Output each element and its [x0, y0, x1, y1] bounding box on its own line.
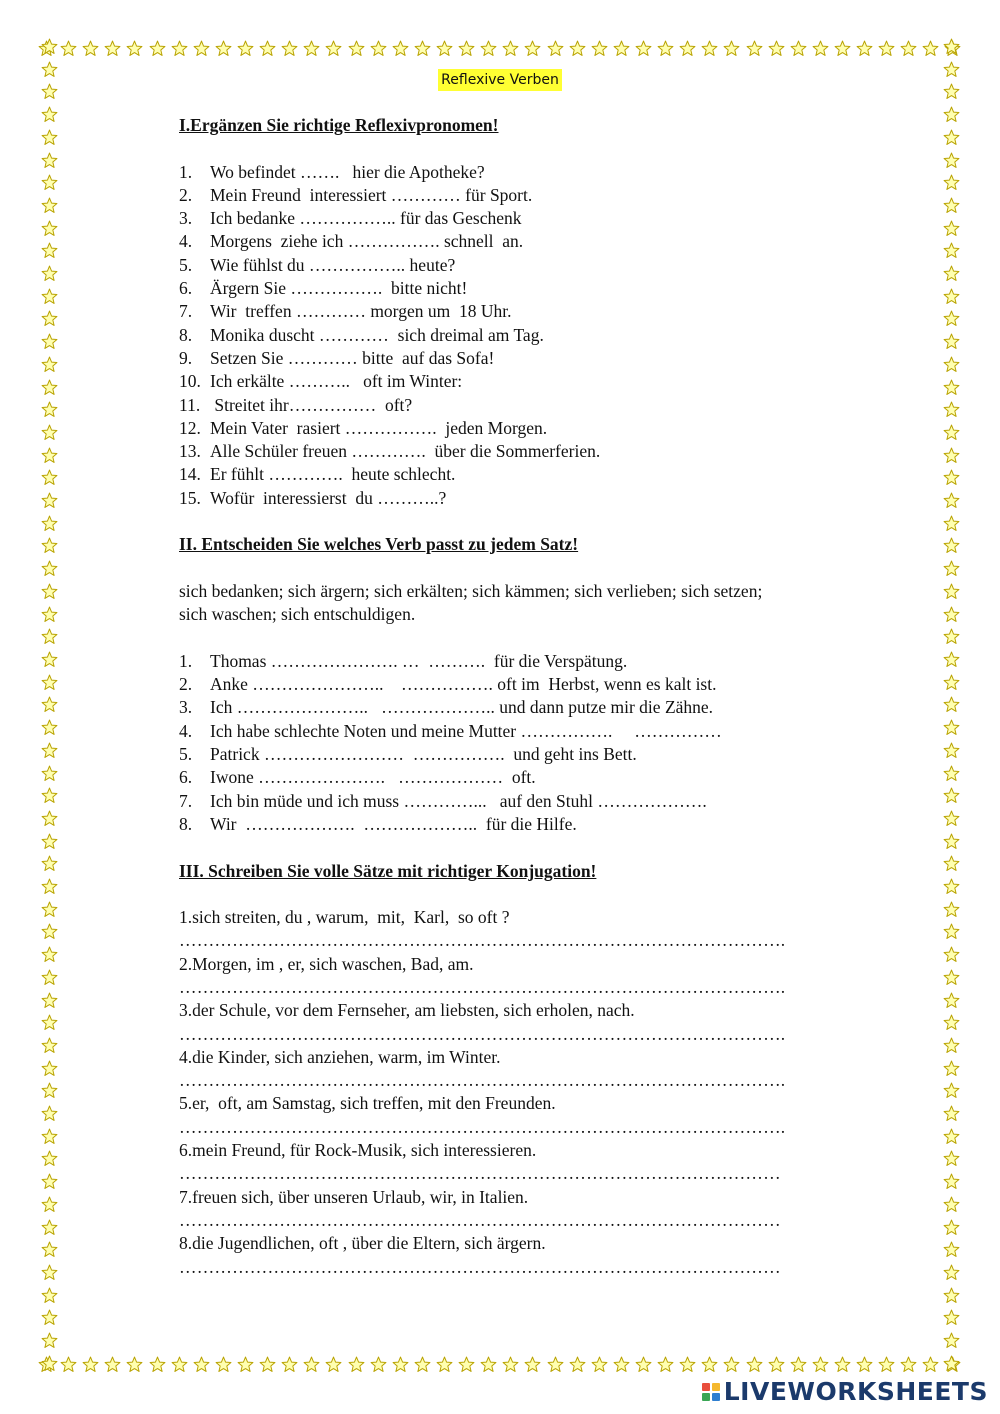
logo-text: LIVEWORKSHEETS	[723, 1377, 988, 1406]
exercise-prompt: 7.freuen sich, über unseren Urlaub, wir, in Italien.	[179, 1186, 529, 1207]
star-icon	[943, 469, 960, 486]
star-icon	[41, 855, 58, 872]
star-icon	[591, 40, 608, 57]
item-number: 2.	[179, 674, 193, 695]
section-3-list	[179, 906, 879, 1279]
star-icon	[943, 197, 960, 214]
item-number: 1.	[179, 650, 193, 671]
item-text: Ich habe schlechte Noten und meine Mutter ……………. ……………	[210, 720, 722, 741]
star-icon	[60, 40, 77, 57]
star-icon	[436, 40, 453, 57]
item-number: 6.	[179, 278, 193, 299]
item-text: Er fühlt …………. heute schlecht.	[210, 464, 456, 485]
star-icon	[41, 765, 58, 782]
star-icon	[943, 1128, 960, 1145]
item-number: 4.	[179, 720, 193, 741]
star-icon	[856, 1356, 873, 1373]
star-icon	[635, 1356, 652, 1373]
item-text: Ich bin müde und ich muss …………... auf den Stuhl ……………….	[210, 790, 707, 811]
item-number: 15.	[179, 487, 201, 508]
star-icon	[281, 1356, 298, 1373]
worksheet-content	[179, 114, 879, 1279]
star-icon	[149, 40, 166, 57]
item-number: 13.	[179, 441, 201, 462]
star-icon	[41, 1241, 58, 1258]
star-icon	[943, 537, 960, 554]
star-icon	[458, 40, 475, 57]
list-item	[179, 696, 879, 719]
star-icon	[348, 40, 365, 57]
star-icon	[458, 1356, 475, 1373]
item-text: Wir ………………. ……………….. für die Hilfe.	[210, 813, 577, 834]
star-icon	[41, 515, 58, 532]
list-item	[179, 650, 879, 673]
list-item	[179, 324, 879, 347]
star-icon	[569, 1356, 586, 1373]
star-icon	[943, 152, 960, 169]
item-number: 4.	[179, 231, 193, 252]
star-icon	[41, 1037, 58, 1054]
star-icon	[943, 719, 960, 736]
star-icon	[679, 1356, 696, 1373]
star-icon	[41, 310, 58, 327]
star-icon	[41, 1332, 58, 1349]
star-icon	[943, 1219, 960, 1236]
exercise-prompt: 6.mein Freund, für Rock-Musik, sich interessieren.	[179, 1140, 537, 1161]
star-icon	[900, 1356, 917, 1373]
star-icon	[834, 40, 851, 57]
list-item	[179, 790, 879, 813]
star-icon	[41, 674, 58, 691]
item-text: Morgens ziehe ich ……………. schnell an.	[210, 231, 524, 252]
star-icon	[943, 492, 960, 509]
star-icon	[657, 40, 674, 57]
star-icon	[613, 1356, 630, 1373]
star-icon	[41, 583, 58, 600]
star-icon	[281, 40, 298, 57]
star-icon	[41, 356, 58, 373]
item-text: Wo befindet ……. hier die Apotheke?	[210, 161, 485, 182]
star-icon	[126, 1356, 143, 1373]
star-icon	[812, 40, 829, 57]
item-number: 3.	[179, 697, 193, 718]
item-number: 7.	[179, 790, 193, 811]
star-icon	[723, 40, 740, 57]
star-icon	[524, 40, 541, 57]
verb-list-line-2: sich waschen; sich entschuldigen.	[179, 604, 416, 625]
star-icon	[104, 1356, 121, 1373]
list-item	[179, 487, 879, 510]
star-icon	[41, 651, 58, 668]
star-icon	[943, 1173, 960, 1190]
star-icon	[41, 401, 58, 418]
star-icon	[193, 1356, 210, 1373]
star-icon	[303, 1356, 320, 1373]
star-icon	[943, 1060, 960, 1077]
item-text: Streitet ihr…………… oft?	[210, 394, 413, 415]
item-text: Patrick …………………… ……………. und geht ins Bett.	[210, 744, 637, 765]
list-item	[179, 743, 879, 766]
star-icon	[943, 379, 960, 396]
star-icon	[943, 174, 960, 191]
star-icon	[41, 537, 58, 554]
star-icon	[900, 40, 917, 57]
star-icon	[41, 946, 58, 963]
item-text: Monika duscht ………… sich dreimal am Tag.	[210, 324, 544, 345]
star-icon	[878, 40, 895, 57]
star-icon	[502, 40, 519, 57]
star-icon	[613, 40, 630, 57]
star-icon	[701, 1356, 718, 1373]
section-1-list	[179, 161, 879, 510]
star-icon	[41, 1309, 58, 1326]
star-icon	[41, 1196, 58, 1213]
star-icon	[790, 40, 807, 57]
star-icon	[547, 1356, 564, 1373]
star-icon	[41, 1105, 58, 1122]
star-icon	[149, 1356, 166, 1373]
star-icon	[943, 946, 960, 963]
star-icon	[943, 560, 960, 577]
item-text: Setzen Sie ………… bitte auf das Sofa!	[210, 347, 495, 368]
star-icon	[259, 1356, 276, 1373]
star-icon	[502, 1356, 519, 1373]
star-icon	[480, 1356, 497, 1373]
star-icon	[943, 38, 960, 55]
exercise-prompt: 1.sich streiten, du , warum, mit, Karl, so oft ?	[179, 907, 510, 928]
star-icon	[922, 1356, 939, 1373]
star-icon	[171, 1356, 188, 1373]
item-text: Iwone …………………. ……………… oft.	[210, 767, 536, 788]
star-icon	[237, 1356, 254, 1373]
star-icon	[943, 129, 960, 146]
item-text: Ich ………………….. ……………….. und dann putze mir die Zähne.	[210, 697, 714, 718]
star-icon	[41, 469, 58, 486]
verb-list-line-1: sich bedanken; sich ärgern; sich erkälten; sich kämmen; sich verlieben; sich setzen;	[179, 580, 763, 601]
star-icon	[524, 1356, 541, 1373]
star-icon	[943, 288, 960, 305]
star-icon	[480, 40, 497, 57]
top-star-border	[38, 37, 962, 59]
star-icon	[41, 878, 58, 895]
star-icon	[303, 40, 320, 57]
item-text: Ich erkälte ……….. oft im Winter:	[210, 371, 463, 392]
star-icon	[943, 969, 960, 986]
section-2-heading: II. Entscheiden Sie welches Verb passt zu jedem Satz!	[179, 534, 579, 555]
answer-line[interactable]: ………………………………………………………………………………………….	[179, 1023, 786, 1044]
star-icon	[41, 220, 58, 237]
star-icon	[943, 742, 960, 759]
star-icon	[746, 1356, 763, 1373]
star-icon	[943, 310, 960, 327]
star-icon	[41, 1287, 58, 1304]
star-icon	[943, 855, 960, 872]
star-icon	[171, 40, 188, 57]
star-icon	[943, 628, 960, 645]
star-icon	[746, 40, 763, 57]
star-icon	[943, 765, 960, 782]
item-number: 5.	[179, 744, 193, 765]
star-icon	[41, 1014, 58, 1031]
star-icon	[943, 265, 960, 282]
list-item	[179, 277, 879, 300]
star-icon	[41, 379, 58, 396]
star-icon	[41, 38, 58, 55]
star-icon	[60, 1356, 77, 1373]
list-item	[179, 417, 879, 440]
star-icon	[723, 1356, 740, 1373]
list-item	[179, 254, 879, 277]
item-number: 8.	[179, 813, 193, 834]
star-icon	[679, 40, 696, 57]
item-text: Ich bedanke …………….. für das Geschenk	[210, 208, 522, 229]
star-icon	[943, 992, 960, 1009]
star-icon	[215, 40, 232, 57]
star-icon	[259, 40, 276, 57]
star-icon	[41, 447, 58, 464]
star-icon	[943, 220, 960, 237]
star-icon	[943, 1309, 960, 1326]
star-icon	[41, 833, 58, 850]
star-icon	[41, 242, 58, 259]
star-icon	[41, 492, 58, 509]
list-item	[179, 813, 879, 836]
star-icon	[41, 106, 58, 123]
star-icon	[834, 1356, 851, 1373]
answer-line[interactable]: ………………………………………………………………………………………….	[179, 1116, 786, 1137]
star-icon	[41, 606, 58, 623]
star-icon	[591, 1356, 608, 1373]
star-icon	[82, 1356, 99, 1373]
item-text: Wofür interessierst du ………..?	[210, 487, 447, 508]
item-text: Mein Vater rasiert ……………. jeden Morgen.	[210, 417, 548, 438]
exercise-prompt: 3.der Schule, vor dem Fernseher, am liebsten, sich erholen, nach.	[179, 1000, 635, 1021]
star-icon	[126, 40, 143, 57]
star-icon	[41, 265, 58, 282]
star-icon	[943, 878, 960, 895]
answer-line[interactable]: ………………………………………………………………………………………….	[179, 976, 786, 997]
star-icon	[82, 40, 99, 57]
item-number: 9.	[179, 347, 193, 368]
exercise-prompt: 5.er, oft, am Samstag, sich treffen, mit den Freunden.	[179, 1093, 556, 1114]
section-2-list	[179, 650, 879, 836]
item-number: 12.	[179, 417, 201, 438]
star-icon	[392, 1356, 409, 1373]
star-icon	[325, 1356, 342, 1373]
star-icon	[41, 628, 58, 645]
star-icon	[943, 1037, 960, 1054]
star-icon	[943, 356, 960, 373]
star-icon	[414, 40, 431, 57]
star-icon	[943, 787, 960, 804]
star-icon	[635, 40, 652, 57]
answer-line[interactable]: …………………………………………………………………………………………	[179, 1256, 781, 1277]
list-item	[179, 720, 879, 743]
star-icon	[41, 696, 58, 713]
item-number: 6.	[179, 767, 193, 788]
list-item	[179, 440, 879, 463]
star-icon	[943, 1105, 960, 1122]
item-text: Thomas …………………. … ………. für die Verspätung.	[210, 650, 628, 671]
section-1-heading: I.Ergänzen Sie richtige Reflexivpronomen!	[179, 115, 499, 135]
star-icon	[41, 923, 58, 940]
answer-line[interactable]: ………………………………………………………………………………………….	[179, 1070, 786, 1091]
star-icon	[943, 606, 960, 623]
list-item	[179, 300, 879, 323]
star-icon	[943, 401, 960, 418]
list-item	[179, 184, 879, 207]
title-container	[0, 69, 1000, 91]
star-icon	[943, 424, 960, 441]
star-icon	[701, 40, 718, 57]
star-icon	[768, 40, 785, 57]
star-icon	[943, 1264, 960, 1281]
star-icon	[943, 242, 960, 259]
star-icon	[943, 515, 960, 532]
exercise-prompt: 4.die Kinder, sich anziehen, warm, im Winter.	[179, 1046, 501, 1067]
list-item	[179, 347, 879, 370]
star-icon	[370, 40, 387, 57]
list-item	[179, 463, 879, 486]
star-icon	[41, 152, 58, 169]
star-icon	[370, 1356, 387, 1373]
star-icon	[41, 1082, 58, 1099]
star-icon	[943, 810, 960, 827]
item-text: Wie fühlst du …………….. heute?	[210, 254, 456, 275]
star-icon	[41, 197, 58, 214]
star-icon	[878, 1356, 895, 1373]
star-icon	[414, 1356, 431, 1373]
list-item	[179, 766, 879, 789]
star-icon	[943, 1332, 960, 1349]
star-icon	[943, 1196, 960, 1213]
star-icon	[41, 424, 58, 441]
star-icon	[943, 651, 960, 668]
star-icon	[41, 129, 58, 146]
star-icon	[41, 333, 58, 350]
liveworksheets-logo	[702, 1377, 988, 1406]
star-icon	[41, 719, 58, 736]
star-icon	[215, 1356, 232, 1373]
item-text: Mein Freund interessiert ………… für Sport.	[210, 184, 533, 205]
star-icon	[943, 1241, 960, 1258]
star-icon	[943, 1355, 960, 1372]
star-icon	[41, 1219, 58, 1236]
star-icon	[569, 40, 586, 57]
item-number: 10.	[179, 371, 201, 392]
list-item	[179, 394, 879, 417]
star-icon	[943, 1287, 960, 1304]
star-icon	[41, 810, 58, 827]
list-item	[179, 370, 879, 393]
exercise-prompt: 2.Morgen, im , er, sich waschen, Bad, am.	[179, 953, 474, 974]
item-number: 3.	[179, 208, 193, 229]
star-icon	[41, 288, 58, 305]
star-icon	[41, 1060, 58, 1077]
right-star-border	[940, 38, 962, 1372]
item-number: 2.	[179, 184, 193, 205]
star-icon	[856, 40, 873, 57]
list-item	[179, 673, 879, 696]
item-text: Alle Schüler freuen …………. über die Sommerferien.	[210, 441, 601, 462]
item-text: Ärgern Sie ……………. bitte nicht!	[210, 278, 468, 299]
bottom-star-border	[38, 1353, 962, 1375]
list-item	[179, 230, 879, 253]
star-icon	[943, 583, 960, 600]
star-icon	[41, 1173, 58, 1190]
star-icon	[657, 1356, 674, 1373]
star-icon	[943, 447, 960, 464]
star-icon	[104, 40, 121, 57]
star-icon	[812, 1356, 829, 1373]
star-icon	[348, 1356, 365, 1373]
star-icon	[943, 106, 960, 123]
star-icon	[41, 969, 58, 986]
item-text: Wir treffen ………… morgen um 18 Uhr.	[210, 301, 512, 322]
star-icon	[943, 674, 960, 691]
star-icon	[41, 1150, 58, 1167]
item-text: Anke ………………….. ……………. oft im Herbst, wenn es kalt ist.	[210, 674, 717, 695]
item-number: 7.	[179, 301, 193, 322]
logo-mark-icon	[702, 1383, 720, 1401]
list-item	[179, 161, 879, 184]
star-icon	[237, 40, 254, 57]
star-icon	[790, 1356, 807, 1373]
star-icon	[392, 40, 409, 57]
item-number: 8.	[179, 324, 193, 345]
list-item	[179, 207, 879, 230]
star-icon	[943, 901, 960, 918]
star-icon	[943, 696, 960, 713]
page-title: Reflexive Verben	[438, 69, 562, 91]
star-icon	[547, 40, 564, 57]
answer-line[interactable]: …………………………………………………………………………………………	[179, 1209, 781, 1230]
answer-line[interactable]: ………………………………………………………………………………………….	[179, 930, 786, 951]
star-icon	[41, 992, 58, 1009]
item-number: 11.	[179, 394, 201, 415]
star-icon	[41, 1128, 58, 1145]
item-number: 1.	[179, 161, 193, 182]
star-icon	[41, 901, 58, 918]
star-icon	[768, 1356, 785, 1373]
star-icon	[943, 333, 960, 350]
star-icon	[943, 833, 960, 850]
star-icon	[41, 1264, 58, 1281]
item-number: 5.	[179, 254, 193, 275]
item-number: 14.	[179, 464, 201, 485]
section-3-heading: III. Schreiben Sie volle Sätze mit richtiger Konjugation!	[179, 860, 597, 881]
star-icon	[436, 1356, 453, 1373]
exercise-prompt: 8.die Jugendlichen, oft , über die Eltern, sich ärgern.	[179, 1233, 546, 1254]
star-icon	[943, 1082, 960, 1099]
star-icon	[41, 1355, 58, 1372]
star-icon	[41, 560, 58, 577]
star-icon	[41, 174, 58, 191]
left-star-border	[38, 38, 60, 1372]
star-icon	[922, 40, 939, 57]
star-icon	[943, 1014, 960, 1031]
answer-line[interactable]: …………………………………………………………………………………………	[179, 1163, 781, 1184]
star-icon	[943, 923, 960, 940]
star-icon	[325, 40, 342, 57]
star-icon	[943, 1150, 960, 1167]
star-icon	[41, 787, 58, 804]
star-icon	[193, 40, 210, 57]
star-icon	[41, 742, 58, 759]
